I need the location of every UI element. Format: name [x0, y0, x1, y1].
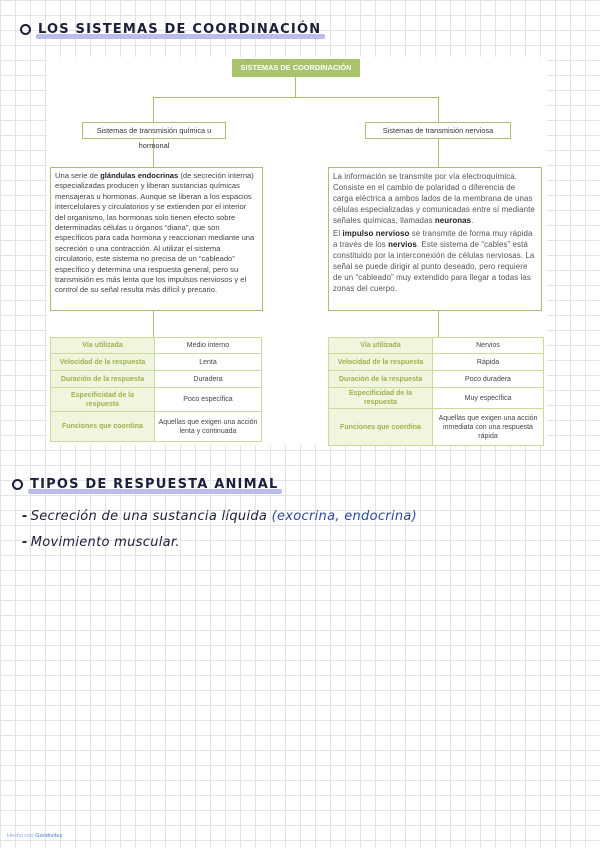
table-row: Duración de la respuesta Poco duradera — [329, 371, 544, 388]
table-row: Funciones que coordina Aquellas que exigen una acción lenta y continuada — [51, 412, 262, 442]
heading-text: LOS SISTEMAS DE COORDINACIÓN — [38, 22, 322, 37]
circle-bullet-icon — [20, 24, 31, 35]
circle-bullet-icon — [12, 479, 23, 490]
table-row: Especificidad de la respuesta Poco específica — [51, 388, 262, 412]
right-branch-title: Sistemas de transmisión nerviosa — [365, 122, 511, 139]
list-item: - Secreción de una sustancia líquida (exocrina, endocrina) — [22, 509, 418, 524]
dash-bullet-icon: - — [22, 535, 28, 550]
connector-line — [438, 311, 439, 337]
right-description: La información se transmite por vía electroquímica. Consiste en el cambio de polaridad o diferencia de carga eléctrica a ambos lados de la membrana de unas células especializadas y comunicadas entre sí mediante señales químicas, llamadas neuronas. El impulso nervioso se transmite de forma muy rápida a través de los nervios. Este sistema de “cables” está constituido por la interconexión de células nerviosas. La señal se puede dirigir al punto deseado, pero requiere de un “cableado” muy extendido para llegar a todas las zonas del cuerpo. — [328, 167, 542, 311]
table-row: Duración de la respuesta Duradera — [51, 371, 262, 388]
connector-line — [438, 97, 439, 122]
connector-line — [153, 311, 154, 337]
table-row: Especificidad de la respuesta Muy específica — [329, 388, 544, 409]
coordination-diagram — [47, 57, 547, 445]
table-row: Velocidad de la respuesta Rápida — [329, 354, 544, 371]
dash-bullet-icon: - — [22, 509, 28, 524]
heading-tipos-respuesta — [12, 477, 278, 492]
list-item: - Movimiento muscular. — [22, 535, 180, 550]
table-row: Funciones que coordina Aquellas que exigen una acción inmediata con una respuesta rápida — [329, 409, 544, 446]
left-branch-title: Sistemas de transmisión química u hormonal — [82, 122, 226, 139]
connector-line — [295, 77, 296, 97]
left-properties-table — [50, 337, 262, 442]
left-description: Una serie de glándulas endocrinas (de secreción interna) especializadas producen y liberan sustancias químicas mensajeras u hormonas. Aunque se liberan a los espacios intercelulares y circulatorios y se extienden por el interior del organismo, las hormonas solo tienen efecto sobre determinadas células u órganos “diana”, que son específicos para cada hormona y reaccionan mediante una secreción o una contracción. Al utilizar el sistema circulatorio, este sistema no precisa de un “cableado” específico y determina una respuesta general, pero su transmisión es más lenta que los impulsos nerviosos y el control de su señal resulta más difícil y precario. — [50, 167, 263, 311]
heading-sistemas-coordinacion — [20, 22, 321, 37]
connector-line — [153, 97, 154, 122]
table-row: Velocidad de la respuesta Lenta — [51, 354, 262, 371]
connector-line — [153, 97, 439, 98]
right-properties-table — [328, 337, 544, 446]
table-row: Vía utilizada Medio interno — [51, 338, 262, 354]
connector-line — [438, 139, 439, 167]
diagram-title: SISTEMAS DE COORDINACIÓN — [232, 59, 360, 77]
table-row: Vía utilizada Nervios — [329, 338, 544, 354]
heading-text: TIPOS DE RESPUESTA ANIMAL — [30, 477, 279, 492]
goodnotes-watermark: Hecho con Goodnotes — [7, 833, 63, 839]
